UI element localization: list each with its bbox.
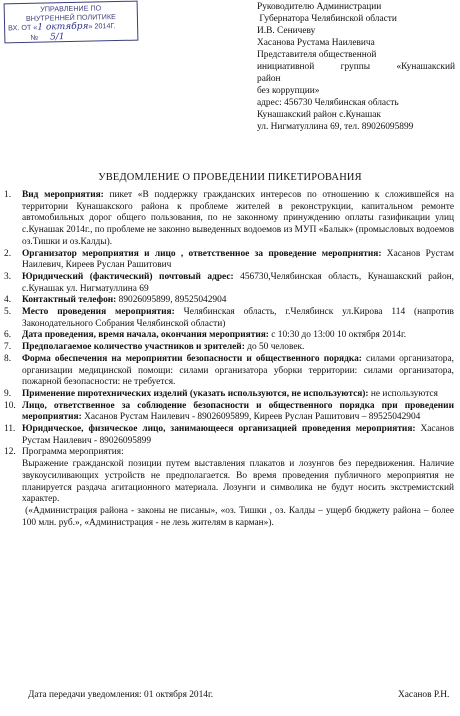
item-number: 10.	[4, 400, 16, 411]
item-text: Челябинская область, г.Челябинск ул.Кирова 114 (напротив Законодательного Собрания Челябинской области)	[22, 307, 454, 329]
item-text: Хасанов Рустам Наилевич - 89026095899, Киреев Руслан Рашитович – 89525042904	[81, 412, 421, 423]
item-heading: Применение пиротехнических изделий (указать используются, не используются):	[22, 388, 369, 399]
list-item	[4, 190, 454, 249]
item-text: Хасанов Рустам Наилевич, Киреев Руслан Рашитович	[22, 248, 454, 271]
item-heading: Предполагаемое количество участников и зрителей:	[22, 342, 245, 353]
stamp-line-3-prefix: ВХ. ОТ «	[8, 22, 38, 33]
item-number: 8.	[4, 353, 12, 364]
notification-items	[4, 190, 457, 529]
addressee-line: район	[257, 74, 281, 84]
item-text: Хасанов Рустам Наилевич - 89026095899	[22, 424, 455, 446]
item-heading: Лицо, ответственное за соблюдение безопасности и общественного порядка при проведении мероприятия:	[22, 400, 454, 423]
list-item	[4, 389, 454, 401]
submission-date: Дата передачи уведомления: 01 октября 2014г.	[28, 690, 214, 700]
addressee-line: без коррупции»	[257, 86, 320, 96]
item-heading: Дата проведения, время начала, окончания мероприятия:	[22, 330, 269, 341]
addressee-line: И.В. Сеничеву	[257, 26, 316, 36]
item-number: 7.	[4, 342, 12, 353]
document-footer	[0, 690, 460, 704]
addressee-line: адрес: 456730 Челябинская область	[257, 98, 399, 108]
item-number: 5.	[4, 307, 12, 318]
addressee-line: Представителя общественной	[257, 50, 377, 60]
addressee-block	[257, 1, 455, 133]
program-paragraph: Выражение гражданской позиции путем выставления плакатов и лозунгов без передвижения. Наличие звукоусиливающих устройств не предполагается. Во время проведения публичного мероприятия не планируется раздача агитационного материала. Лозунги и символика не будут носить экстремистский характер.	[22, 459, 454, 505]
list-item	[4, 354, 454, 389]
item-number: 3.	[4, 271, 12, 282]
list-item	[4, 249, 454, 272]
program-heading: Программа мероприятия:	[22, 447, 124, 458]
stamp-handwritten-date: 1 октября	[37, 21, 89, 33]
list-item	[4, 330, 454, 342]
item-heading: Вид мероприятия:	[22, 190, 104, 200]
registration-stamp	[4, 1, 139, 44]
addressee-line: инициативной группы «Кунашакский	[257, 62, 455, 72]
item-heading: Юридическое, физическое лицо, занимающееся организацией проведения мероприятия:	[22, 424, 416, 435]
item-heading: Форма обеспечения на мероприятии безопасности и общественного порядка:	[22, 353, 362, 364]
list-item-program	[4, 447, 457, 529]
item-heading: Юридический (фактический) почтовый адрес:	[22, 271, 234, 282]
item-heading: Контактный телефон:	[22, 295, 117, 306]
item-text: не используются	[368, 388, 438, 399]
list-item	[4, 295, 454, 307]
item-number: 2.	[4, 248, 12, 259]
addressee-line: ул. Нигматуллина 69, тел. 89026095899	[257, 122, 414, 132]
item-number: 6.	[4, 330, 12, 341]
item-text: с 10:30 до 13:00 10 октября 2014г.	[268, 330, 407, 341]
addressee-line: Руководителю Администрации	[257, 2, 382, 12]
stamp-line-1: УПРАВЛЕНИЕ ПО	[40, 3, 102, 14]
item-text: 456730,Челябинская область, Кунашакский район, с.Кунашак ул. Нигматуллина 69	[22, 271, 454, 294]
item-text: пикет «В поддержку гражданских интересов по отношению к сложившейся на территории Кунашакского района к проблеме жителей в реконструкции, капитальном ремонте автомобильных дорог общего пользования, по не законному принуждению оплаты газификации улиц с.Кунашак 2014г., по проблеме не законно выведенных водоемов из МУП «Балык» (промысловых водоемов оз.Тишки и оз.Калды).	[22, 190, 455, 247]
signature-name: Хасанов Р.Н.	[398, 690, 450, 700]
stamp-line-2: ВНУТРЕННЕЙ ПОЛИТИКЕ	[25, 12, 116, 23]
list-item	[4, 424, 454, 447]
item-text: 89026095899, 89525042904	[116, 295, 227, 306]
list-item	[4, 401, 454, 424]
list-item	[4, 342, 454, 354]
item-number: 11.	[4, 424, 16, 435]
stamp-line-3-suffix: » 2014Г.	[88, 21, 116, 31]
document-title: УВЕДОМЛЕНИЕ О ПРОВЕДЕНИИ ПИКЕТИРОВАНИЯ	[98, 172, 362, 183]
stamp-handwritten-number: 5/1	[49, 32, 65, 43]
item-heading: Организатор мероприятия и лицо , ответственное за проведение мероприятия:	[22, 248, 382, 259]
item-number: 1.	[4, 190, 12, 200]
item-heading: Место проведения мероприятия:	[22, 307, 175, 318]
list-item	[4, 307, 454, 330]
addressee-line: Кунашакский район с.Кунашак	[257, 110, 381, 120]
item-number: 12.	[4, 447, 16, 458]
stamp-number-sign: №	[30, 32, 39, 42]
item-text: силами организатора, организации медицинской помощи: силами организатора уборки территории: силами организатора, пожарной безопасности: не требуется.	[22, 353, 454, 388]
addressee-line: Губернатора Челябинской области	[257, 14, 397, 24]
addressee-line: Хасанова Рустама Наилевича	[257, 38, 375, 48]
item-number: 4.	[4, 295, 12, 306]
item-number: 9.	[4, 388, 12, 399]
program-slogans: («Администрация района - законы не писаны», «оз. Тишки , оз. Калды – ущерб бюджету района – более 100 млн. руб.», «Администрация - не лезь жителям в карман»).	[22, 505, 457, 528]
item-text: до 50 человек.	[244, 342, 305, 353]
list-item	[4, 272, 454, 295]
